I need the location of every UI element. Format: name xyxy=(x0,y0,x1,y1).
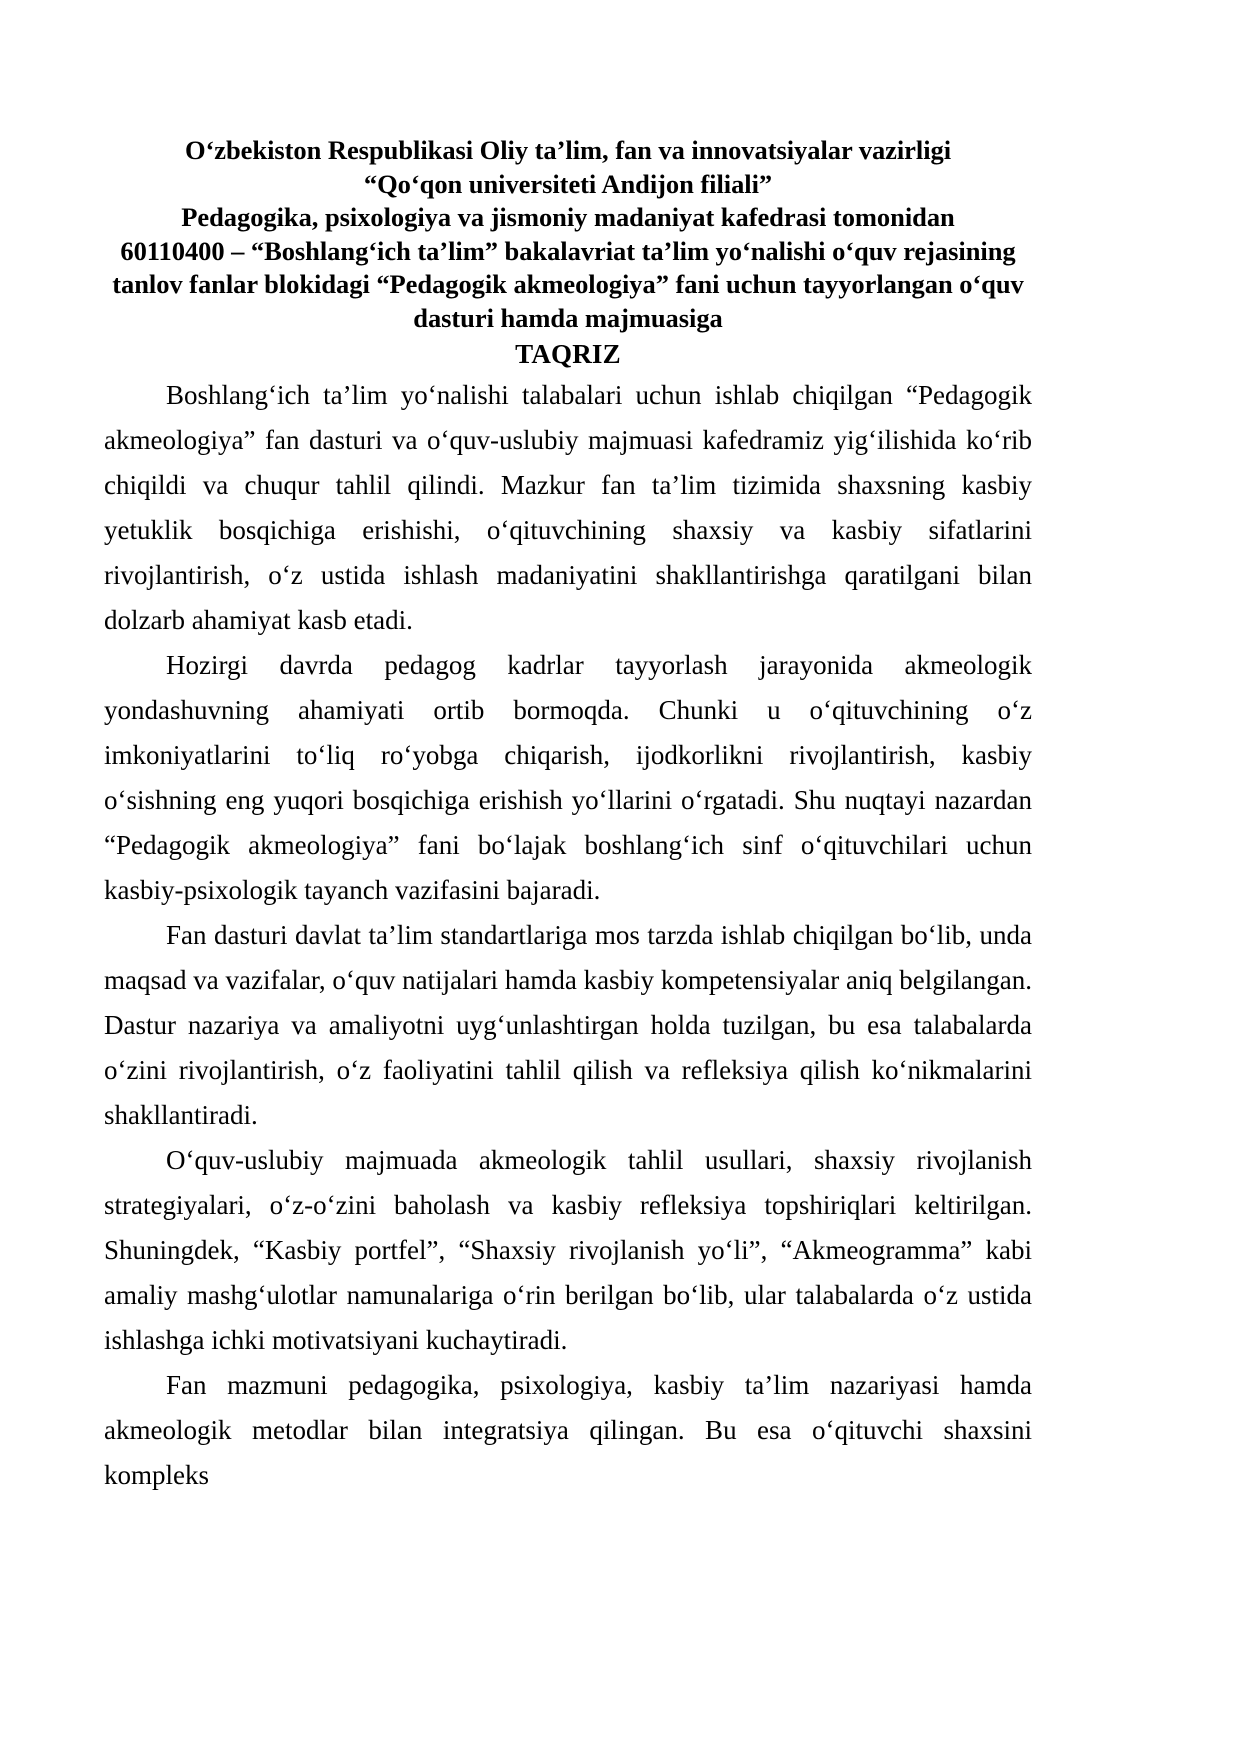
header-line-department: Pedagogika, psixologiya va jismoniy madaniyat kafedrasi tomonidan xyxy=(181,202,955,232)
document-header xyxy=(104,134,1032,335)
body-paragraph-1: Boshlang‘ich ta’lim yo‘nalishi talabalari uchun ishlab chiqilgan “Pedagogik akmeologiya” fan dasturi va o‘quv-uslubiy majmuasi kafedramiz yig‘ilishida ko‘rib chiqildi va chuqur tahlil qilindi. Mazkur fan ta’lim tizimida shaxsning kasbiy yetuklik bosqichiga erishishi, o‘qituvchining shaxsiy va kasbiy sifatlarini rivojlantirish, o‘z ustida ishlash madaniyatini shakllantirishga qaratilgani bilan dolzarb ahamiyat kasb etadi. xyxy=(104,380,1032,635)
body-paragraph-5: Fan mazmuni pedagogika, psixologiya, kasbiy ta’lim nazariyasi hamda akmeologik metodlar bilan integratsiya qilingan. Bu esa o‘qituvchi shaxsini kompleks xyxy=(104,1370,1032,1490)
body-paragraph-3: Fan dasturi davlat ta’lim standartlariga mos tarzda ishlab chiqilgan bo‘lib, unda maqsad va vazifalar, o‘quv natijalari hamda kasbiy kompetensiyalar aniq belgilangan. Dastur nazariya va amaliyotni uyg‘unlashtirgan holda tuzilgan, bu esa talabalarda o‘zini rivojlantirish, o‘z faoliyatini tahlil qilish va refleksiya qilish ko‘nikmalarini shakllantiradi. xyxy=(104,920,1032,1130)
document-type-title: TAQRIZ xyxy=(515,339,621,369)
body-paragraph-2: Hozirgi davrda pedagog kadrlar tayyorlash jarayonida akmeologik yondashuvning ahamiyati ortib bormoqda. Chunki u o‘qituvchining o‘z imkoniyatlarini to‘liq ro‘yobga chiqarish, ijodkorlikni rivojlantirish, kasbiy o‘sishning eng yuqori bosqichiga erishish yo‘llarini o‘rgatadi. Shu nuqtayi nazardan “Pedagogik akmeologiya” fani bo‘lajak boshlang‘ich sinf o‘qituvchilari uchun kasbiy-psixologik tayanch vazifasini bajaradi. xyxy=(104,650,1032,905)
header-line-university: “Qo‘qon universiteti Andijon filiali” xyxy=(363,168,773,199)
header-line-ministry: O‘zbekiston Respublikasi Oliy ta’lim, fan va innovatsiyalar vazirligi xyxy=(184,135,952,165)
document-content xyxy=(104,134,1032,1498)
body-paragraph-4: O‘quv-uslubiy majmuada akmeologik tahlil usullari, shaxsiy rivojlanish strategiyalari, o‘z-o‘zini baholash va kasbiy refleksiya topshiriqlari keltirilgan. Shuningdek, “Kasbiy portfel”, “Shaxsiy rivojlanish yo‘li”, “Akmeogramma” kabi amaliy mashg‘ulotlar namunalariga o‘rin berilgan bo‘lib, ular talabalarda o‘z ustida ishlashga ichki motivatsiyani kuchaytiradi. xyxy=(104,1145,1032,1355)
header-line-program: 60110400 – “Boshlang‘ich ta’lim” bakalavriat ta’lim yo‘nalishi o‘quv rejasining tanlov fanlar blokidagi “Pedagogik akmeologiya” fani uchun tayyorlangan o‘quv dasturi hamda majmuasiga xyxy=(112,235,1024,333)
